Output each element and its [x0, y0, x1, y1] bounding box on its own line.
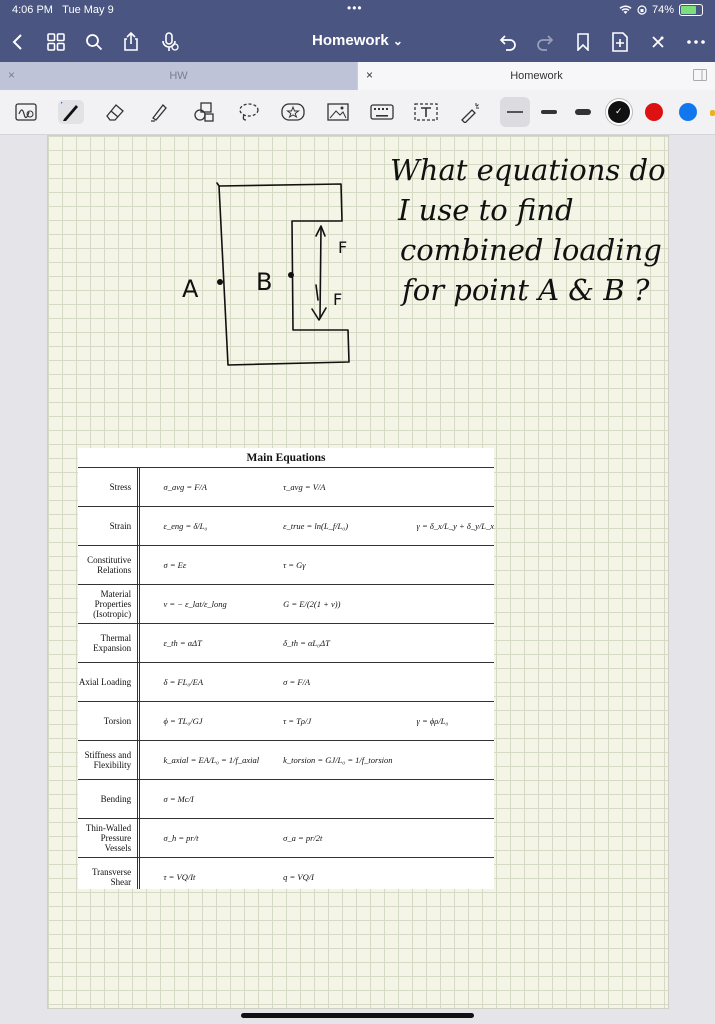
- point-a-marker: [217, 279, 223, 285]
- row-equation-3: [393, 585, 495, 624]
- question-line: combined loading: [400, 233, 662, 267]
- row-equation-1: σ = Eε: [139, 546, 259, 585]
- row-category: Thin-Walled Pressure Vessels: [78, 819, 138, 858]
- label-force-bottom: F: [333, 290, 343, 309]
- battery-percent: 74%: [651, 4, 674, 16]
- table-row: [78, 819, 494, 858]
- row-equation-3: [393, 624, 495, 663]
- table-row: [78, 585, 494, 624]
- home-indicator[interactable]: [241, 1013, 474, 1018]
- row-equation-2: ε_true = ln(L_f/L₀): [259, 507, 392, 546]
- label-point-a: A: [182, 275, 199, 303]
- row-equation-3: [393, 663, 495, 702]
- label-point-b: B: [256, 268, 273, 296]
- row-equation-3: [393, 780, 495, 819]
- row-category: Stress: [78, 468, 138, 507]
- close-tab-hw-icon[interactable]: ×: [8, 68, 16, 82]
- row-equation-2: G = E/(2(1 + ν)): [259, 585, 392, 624]
- row-equation-2: τ = Tρ/J: [259, 702, 392, 741]
- tab-hw-label: HW: [169, 70, 188, 82]
- equations-table-image[interactable]: [78, 448, 494, 889]
- row-equation-2: [259, 780, 392, 819]
- question-line: What equations do: [390, 153, 666, 187]
- chevron-down-icon: ⌄: [392, 34, 403, 48]
- row-category: Material Properties (Isotropic): [78, 585, 138, 624]
- table-row: [78, 858, 494, 890]
- document-title[interactable]: Homework ⌄: [312, 32, 403, 49]
- row-equation-1: ε_th = αΔT: [139, 624, 259, 663]
- table-row: [78, 663, 494, 702]
- row-equation-2: k_torsion = GJ/L₀ = 1/f_torsion: [259, 741, 392, 780]
- row-equation-3: [393, 819, 495, 858]
- row-equation-1: ε_eng = δ/L₀: [139, 507, 259, 546]
- row-equation-3: γ = ϕρ/L₀: [393, 702, 495, 741]
- row-equation-2: σ_a = pr/2t: [259, 819, 392, 858]
- table-row: [78, 546, 494, 585]
- row-equation-2: σ = F/A: [259, 663, 392, 702]
- table-row: [78, 702, 494, 741]
- row-equation-3: γ = δ_x/L_y + δ_y/L_x: [393, 507, 495, 546]
- row-category: Strain: [78, 507, 138, 546]
- table-row: [78, 780, 494, 819]
- row-equation-3: [393, 468, 495, 507]
- question-line: for point A & B ?: [402, 273, 650, 307]
- row-equation-1: k_axial = EA/L₀ = 1/f_axial: [139, 741, 259, 780]
- row-equation-2: τ_avg = V/A: [259, 468, 392, 507]
- table-row: [78, 741, 494, 780]
- handwritten-question: [390, 150, 666, 310]
- row-equation-1: δ = FL₀/EA: [139, 663, 259, 702]
- tab-homework-label: Homework: [510, 70, 563, 82]
- point-b-marker: [288, 272, 294, 278]
- table-row: [78, 624, 494, 663]
- multitasking-dots[interactable]: •••: [347, 1, 363, 15]
- question-line: I use to find: [398, 193, 574, 227]
- row-category: Torsion: [78, 702, 138, 741]
- color-black-swatch[interactable]: ✓: [607, 100, 631, 124]
- row-category: Axial Loading: [78, 663, 138, 702]
- table-row: [78, 468, 494, 507]
- close-tab-homework-icon[interactable]: ×: [366, 68, 374, 82]
- row-equation-2: τ = Gγ: [259, 546, 392, 585]
- row-equation-1: ϕ = TL₀/GJ: [139, 702, 259, 741]
- status-time: 4:06 PM Tue May 9: [12, 4, 114, 16]
- label-force-top: F: [338, 238, 348, 257]
- row-category: Stiffness and Flexibility: [78, 741, 138, 780]
- row-category: Bending: [78, 780, 138, 819]
- row-equation-1: τ = VQ/It: [139, 858, 259, 890]
- row-equation-1: σ_h = pr/t: [139, 819, 259, 858]
- row-equation-3: [393, 546, 495, 585]
- row-equation-3: [393, 858, 495, 890]
- row-equation-1: σ_avg = F/A: [139, 468, 259, 507]
- row-category: Thermal Expansion: [78, 624, 138, 663]
- table-row: [78, 507, 494, 546]
- equations-table: [78, 448, 494, 889]
- row-equation-1: ν = − ε_lat/ε_long: [139, 585, 259, 624]
- row-equation-3: [393, 741, 495, 780]
- row-equation-1: σ = Mc/I: [139, 780, 259, 819]
- table-title: Main Equations: [78, 448, 494, 468]
- row-equation-2: δ_th = αL₀ΔT: [259, 624, 392, 663]
- row-category: Transverse Shear: [78, 858, 138, 890]
- row-category: Constitutive Relations: [78, 546, 138, 585]
- row-equation-2: q = VQ/I: [259, 858, 392, 890]
